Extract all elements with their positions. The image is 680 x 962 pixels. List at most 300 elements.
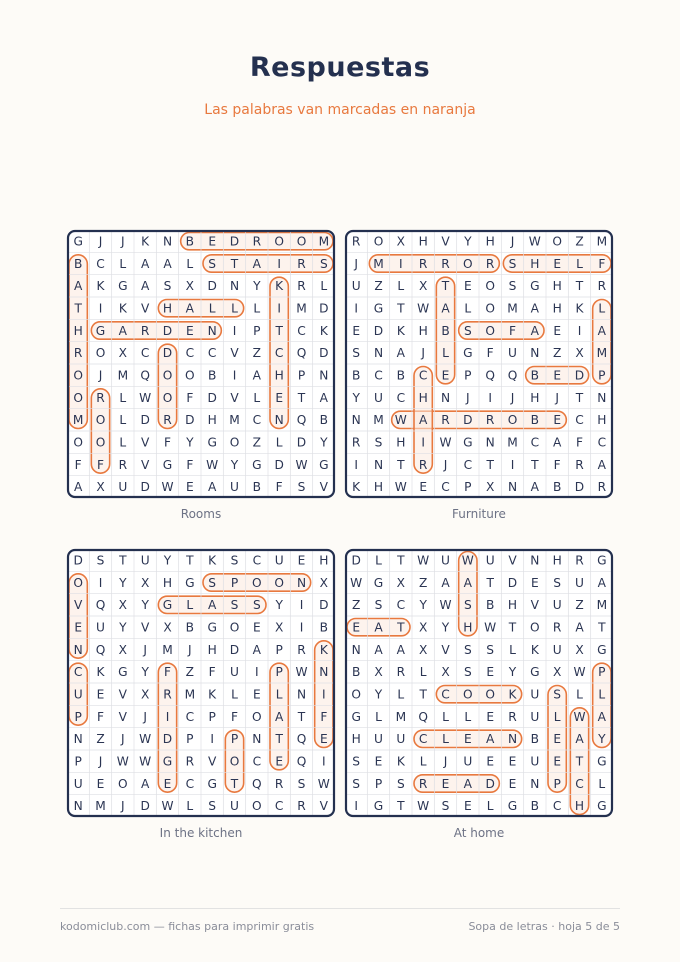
grid-letter: A [597,323,607,338]
grid-letter: S [352,754,361,769]
page-subtitle: Las palabras van marcadas en naranja [204,102,476,118]
grid-letter: A [418,413,428,428]
grid-letter: E [553,754,562,769]
grid-letter: J [510,234,515,249]
grid-letter: F [553,457,561,472]
grid-letter: E [374,754,383,769]
grid-letter: E [74,620,83,635]
grid-letter: P [275,665,283,680]
grid-letter: C [441,480,450,495]
grid-letter: L [598,687,606,702]
grid-letter: N [373,346,384,361]
grid-letter: C [597,435,607,450]
puzzle-grid [345,549,613,817]
grid-letter: L [397,687,405,702]
grid-letter: C [274,799,284,814]
grid-letter: A [252,368,262,383]
grid-letter: R [140,323,150,338]
grid-letter: H [162,301,173,316]
grid-letter: L [464,709,472,724]
grid-letter: D [296,435,307,450]
grid-letter: V [140,457,150,472]
grid-letter: V [140,435,150,450]
grid-letter: P [230,732,239,747]
grid-letter: N [296,575,307,590]
grid-letter: I [98,575,103,590]
grid-letter: X [418,279,428,294]
grid-letter: C [297,323,306,338]
grid-letter: W [528,234,541,249]
grid-letter: C [530,435,540,450]
grid-letter: M [72,413,84,428]
grid-letter: E [486,665,495,680]
grid-letter: B [252,480,262,495]
grid-letter: T [486,575,494,590]
grid-letter: M [296,301,307,316]
grid-letter: M [117,368,129,383]
grid-letter: V [73,598,83,613]
grid-letter: L [397,279,405,294]
grid-letter: E [96,687,105,702]
grid-letter: X [118,642,128,657]
grid-letter: U [230,665,239,680]
grid-letter: Y [119,620,127,635]
grid-letter: O [485,323,495,338]
grid-letter: N [530,553,540,568]
grid-letter: R [351,435,361,450]
grid-letter: L [320,279,328,294]
grid-letter: C [418,368,428,383]
grid-letter: C [396,598,406,613]
grid-letter: J [443,754,448,769]
grid-letter: F [230,709,239,724]
grid-letter: X [552,665,562,680]
grid-letter: C [396,390,406,405]
grid-letter: U [374,390,383,405]
grid-letter: J [121,732,125,747]
grid-letter: H [463,620,473,635]
grid-letter: X [319,575,329,590]
grid-letter: H [418,390,428,405]
grid-letter: H [351,732,361,747]
grid-letter: T [575,279,584,294]
grid-letter: J [98,368,103,383]
grid-letter: X [163,620,172,635]
grid-letter: Z [185,665,195,680]
grid-letter: H [574,799,585,814]
grid-letter: N [597,390,607,405]
grid-letter: E [463,279,472,294]
grid-letter: S [508,256,517,271]
grid-letter: W [439,435,452,450]
grid-letter: A [252,256,262,271]
grid-letter: O [485,687,495,702]
grid-letter: G [597,553,607,568]
grid-letter: L [119,390,127,405]
grid-letter: S [553,575,562,590]
grid-letter: G [351,709,361,724]
grid-letter: U [508,346,517,361]
grid-letter: S [230,598,239,613]
grid-letter: G [207,435,217,450]
grid-letter: L [208,301,216,316]
grid-letter: N [530,776,540,791]
grid-letter: R [597,279,607,294]
grid-letter: S [208,256,217,271]
grid-letter: X [374,665,383,680]
grid-letter: O [229,620,240,635]
grid-letter: N [319,665,329,680]
grid-letter: C [552,799,562,814]
grid-letter: E [96,776,105,791]
grid-letter: L [231,687,238,702]
grid-letter: D [574,480,585,495]
grid-letter: U [530,687,540,702]
grid-letter: G [252,457,262,472]
grid-letter: R [597,480,607,495]
grid-letter: A [140,279,150,294]
grid-letter: N [207,323,217,338]
grid-letter: O [507,413,518,428]
grid-letter: M [596,234,608,249]
grid-letter: Q [418,709,428,724]
grid-letter: G [463,435,473,450]
grid-letter: O [252,799,262,814]
grid-letter: Q [296,732,307,747]
grid-letter: P [297,368,306,383]
grid-letter: R [297,799,306,814]
grid-letter: W [417,799,430,814]
grid-letter: T [486,457,494,472]
grid-letter: N [252,732,262,747]
grid-letter: A [319,390,329,405]
grid-letter: Y [253,279,261,294]
grid-letter: E [463,732,472,747]
grid-letter: A [252,642,262,657]
grid-letter: O [552,234,562,249]
grid-letter: K [208,687,217,702]
grid-letter: K [208,553,217,568]
grid-letter: U [463,754,473,769]
grid-letter: A [597,575,607,590]
grid-letter: U [374,732,383,747]
grid-letter: F [186,390,194,405]
grid-letter: D [229,234,240,249]
grid-letter: T [397,799,405,814]
grid-letter: W [350,575,363,590]
grid-letter: L [253,301,261,316]
grid-letter: U [96,620,105,635]
grid-letter: E [508,776,517,791]
grid-letter: E [441,776,450,791]
grid-letter: P [374,776,383,791]
grid-letter: W [139,732,152,747]
grid-letter: A [374,642,383,657]
grid-letter: S [208,575,217,590]
grid-letter: Z [418,575,428,590]
grid-letter: J [354,256,358,271]
grid-letter: U [530,709,540,724]
grid-letter: L [186,598,194,613]
grid-letter: B [319,413,329,428]
grid-letter: J [98,754,103,769]
grid-letter: K [396,754,405,769]
grid-letter: T [397,301,405,316]
grid-letter: R [73,346,83,361]
grid-letter: S [463,665,472,680]
grid-letter: I [577,323,582,338]
grid-letter: C [441,687,450,702]
grid-letter: A [597,457,607,472]
grid-letter: J [121,799,125,814]
grid-letter: N [319,368,329,383]
grid-letter: F [486,346,494,361]
grid-letter: E [553,256,562,271]
grid-letter: H [485,234,495,249]
grid-letter: U [73,776,83,791]
grid-letter: K [96,665,105,680]
grid-letter: G [73,234,83,249]
grid-letter: I [510,457,515,472]
grid-letter: P [230,575,239,590]
grid-letter: R [441,413,450,428]
grid-letter: C [575,776,584,791]
grid-letter: G [597,642,607,657]
grid-letter: F [598,256,606,271]
grid-letter: D [140,480,150,495]
grid-letter: E [185,480,194,495]
grid-letter: A [485,732,495,747]
grid-letter: O [73,368,83,383]
grid-letter: W [394,480,407,495]
grid-letter: P [598,665,606,680]
grid-letter: L [275,435,283,450]
grid-letter: U [441,553,450,568]
grid-letter: S [396,776,405,791]
grid-letter: R [485,256,495,271]
grid-letter: J [421,346,425,361]
grid-letter: B [441,323,450,338]
grid-letter: T [575,754,584,769]
grid-letter: T [230,776,239,791]
grid-letter: B [552,480,562,495]
grid-letter: P [464,368,472,383]
grid-letter: P [253,323,261,338]
grid-letter: E [252,687,261,702]
grid-letter: E [486,754,495,769]
grid-letter: H [597,413,607,428]
grid-letter: G [373,799,384,814]
grid-letter: H [507,598,518,613]
grid-letter: W [394,413,407,428]
grid-letter: U [552,642,562,657]
grid-letter: D [319,598,329,613]
grid-letter: X [418,620,428,635]
grid-letter: A [207,480,217,495]
grid-letter: W [461,553,474,568]
puzzle-grid [67,549,335,817]
grid-letter: U [73,687,83,702]
grid-letter: L [464,301,472,316]
grid-letter: A [396,642,406,657]
grid-letter: R [252,234,262,249]
grid-letter: M [184,687,196,702]
grid-letter: Y [508,665,517,680]
grid-letter: D [463,413,473,428]
grid-letter: V [319,480,329,495]
grid-letter: A [396,346,406,361]
grid-letter: B [530,732,540,747]
grid-letter: F [275,480,283,495]
grid-letter: Y [320,435,328,450]
grid-letter: D [574,368,585,383]
grid-letter: X [185,279,195,294]
grid-letter: D [140,413,150,428]
grid-letter: K [575,301,584,316]
grid-letter: I [232,323,237,338]
grid-letter: X [118,598,128,613]
grid-letter: S [230,553,239,568]
grid-letter: D [140,799,150,814]
grid-letter: O [73,390,83,405]
grid-letter: B [530,799,540,814]
grid-letter: J [555,390,559,405]
grid-letter: I [277,301,281,316]
grid-letter: G [162,598,173,613]
grid-letter: G [207,776,217,791]
grid-letter: H [319,553,329,568]
grid-letter: O [185,368,195,383]
grid-letter: X [396,575,406,590]
grid-letter: B [185,620,195,635]
grid-letter: X [441,665,450,680]
grid-letter: Q [95,642,106,657]
grid-letter: K [396,323,405,338]
grid-letter: C [185,346,195,361]
grid-letter: H [162,575,173,590]
grid-letter: S [508,279,517,294]
grid-letter: A [73,480,83,495]
grid-letter: M [229,413,240,428]
grid-letter: C [252,413,262,428]
grid-letter: D [351,553,361,568]
grid-letter: Y [275,598,283,613]
grid-letter: F [74,457,82,472]
grid-letter: G [530,279,540,294]
grid-letter: L [186,799,194,814]
grid-letter: O [95,435,106,450]
grid-letter: Y [163,553,172,568]
grid-letter: G [373,575,384,590]
grid-letter: A [463,776,473,791]
grid-letter: S [486,642,495,657]
grid-letter: E [252,620,261,635]
grid-letter: I [165,709,170,724]
grid-letter: T [419,687,427,702]
grid-letter: Q [296,413,307,428]
grid-letter: T [397,620,405,635]
grid-letter: H [418,234,428,249]
grid-letter: I [322,754,326,769]
grid-letter: R [297,256,306,271]
grid-letter: W [484,620,497,635]
grid-letter: W [139,390,152,405]
grid-letter: D [274,457,284,472]
grid-letter: A [374,620,383,635]
grid-letter: Y [141,598,149,613]
grid-letter: G [463,346,473,361]
grid-letter: F [163,665,172,680]
grid-letter: C [185,776,195,791]
grid-letter: J [466,390,470,405]
grid-letter: N [351,642,361,657]
puzzle-furniture [345,230,613,498]
grid-letter: F [320,709,328,724]
grid-letter: A [163,256,172,271]
grid-letter: S [297,480,306,495]
grid-letter: E [185,323,194,338]
grid-letter: E [553,368,562,383]
grid-letter: K [319,323,328,338]
grid-letter: D [507,575,518,590]
grid-letter: M [507,301,518,316]
grid-letter: H [207,413,217,428]
grid-letter: G [185,575,195,590]
grid-letter: K [96,279,105,294]
grid-letter: E [553,413,562,428]
grid-letter: G [207,620,217,635]
grid-letter: Q [507,368,518,383]
grid-letter: A [463,575,473,590]
grid-letter: K [508,687,517,702]
grid-letter: C [418,732,428,747]
grid-letter: D [162,323,173,338]
grid-letter: O [229,435,240,450]
grid-letter: B [485,598,495,613]
grid-letter: V [508,553,517,568]
grid-letter: Y [230,457,239,472]
grid-letter: T [441,279,450,294]
grid-letter: E [508,754,517,769]
footer-site-link[interactable]: kodomiclub.com — fichas para imprimir gratis [60,920,315,933]
grid-letter: I [232,368,237,383]
grid-letter: V [230,346,239,361]
grid-letter: U [396,732,406,747]
grid-letter: U [118,480,128,495]
grid-letter: V [118,709,128,724]
grid-letter: H [552,553,562,568]
grid-letter: C [463,457,473,472]
grid-letter: L [442,346,449,361]
grid-letter: K [319,642,328,657]
grid-letter: I [399,256,403,271]
grid-letter: C [252,754,262,769]
grid-letter: T [575,390,584,405]
grid-letter: T [531,457,539,472]
grid-letter: E [486,709,495,724]
grid-letter: G [319,457,329,472]
grid-letter: X [485,480,495,495]
grid-letter: T [397,457,405,472]
grid-letter: D [319,346,329,361]
grid-letter: I [354,799,358,814]
grid-letter: G [373,301,384,316]
grid-letter: L [375,553,382,568]
grid-letter: K [275,279,284,294]
grid-letter: U [230,480,239,495]
grid-letter: D [185,413,195,428]
puzzle-grid [67,230,335,498]
